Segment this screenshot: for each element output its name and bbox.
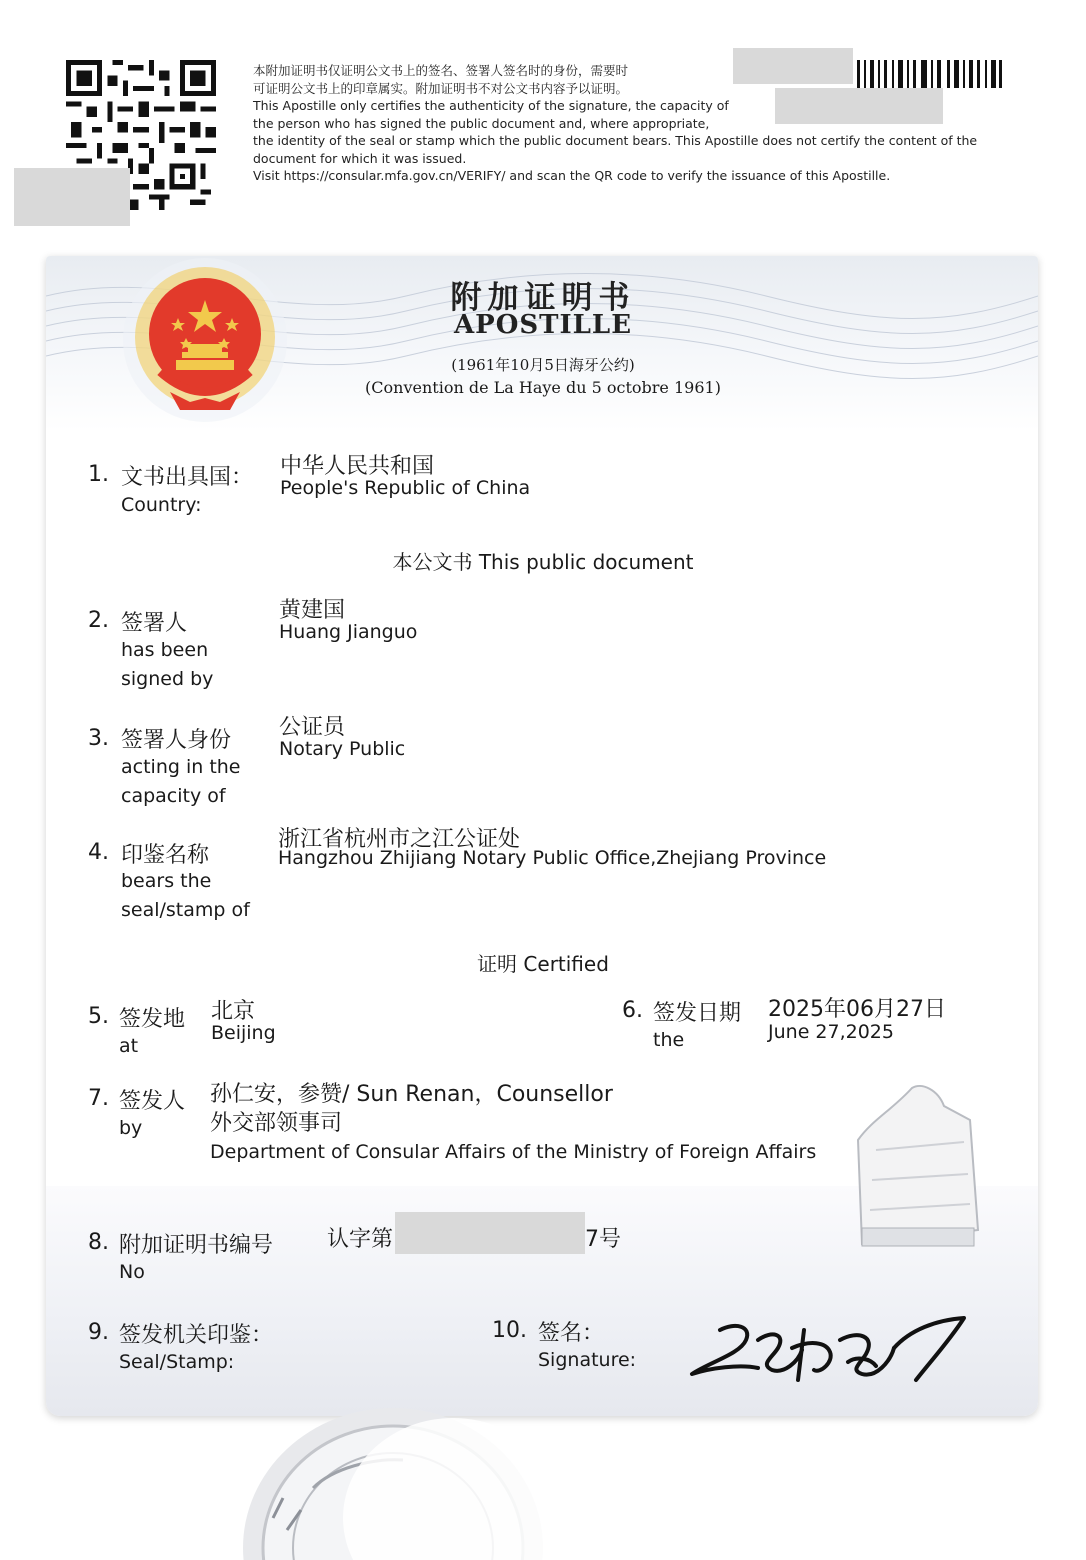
place-label-en: at xyxy=(119,1035,139,1057)
number-value-prefix: 认字第 xyxy=(327,1227,394,1252)
field-number: 8. xyxy=(88,1230,109,1255)
issuer-label-zh: 签发人 xyxy=(119,1089,186,1114)
issuer-value-dept-zh: 外交部领事司 xyxy=(210,1111,343,1136)
signature-label-en: Signature: xyxy=(538,1349,637,1371)
section-heading: 证明 Certified xyxy=(477,952,609,976)
seal-stamp-label-en: Seal/Stamp: xyxy=(119,1351,235,1373)
field-number: 4. xyxy=(88,840,109,865)
date-label-en: the xyxy=(653,1029,685,1051)
capacity-value-zh: 公证员 xyxy=(279,715,346,740)
place-label-zh: 签发地 xyxy=(119,1007,186,1032)
seal-stamp-label-zh: 签发机关印鉴： xyxy=(119,1323,274,1348)
barcode xyxy=(855,60,1005,88)
country-label-zh: 文书出具国： xyxy=(121,465,254,490)
seal-label-en: seal/stamp of xyxy=(121,899,250,921)
country-value-en: People's Republic of China xyxy=(280,477,531,499)
redacted-area xyxy=(775,88,943,124)
issuer-value-name: 孙仁安，参赞/ Sun Renan，Counsellor xyxy=(210,1082,613,1107)
notice-line: the identity of the seal or stamp which the public document bears. This Apostille does not certify the content of the xyxy=(253,133,978,148)
capacity-value-en: Notary Public xyxy=(279,738,406,760)
country-label-en: Country: xyxy=(121,494,202,516)
signer-value-zh: 黄建国 xyxy=(279,598,346,623)
issuer-value-dept-en: Department of Consular Affairs of the Ministry of Foreign Affairs xyxy=(210,1141,817,1163)
signer-value-en: Huang Jianguo xyxy=(279,621,418,643)
field-number: 5. xyxy=(88,1004,109,1029)
date-value-en: June 27,2025 xyxy=(768,1021,894,1043)
signer-label-zh: 签署人 xyxy=(121,611,188,636)
redacted-area xyxy=(733,48,853,84)
capacity-label-en: capacity of xyxy=(121,785,226,807)
number-label-en: No xyxy=(119,1261,145,1283)
field-number: 7. xyxy=(88,1086,109,1111)
number-label-zh: 附加证明书编号 xyxy=(119,1233,274,1258)
handwritten-signature xyxy=(680,1300,980,1400)
seal-value-zh: 浙江省杭州市之江公证处 xyxy=(278,827,521,852)
convention-chinese: (1961年10月5日海牙公约) xyxy=(451,356,635,374)
place-value-en: Beijing xyxy=(211,1022,276,1044)
signature-label-zh: 签名： xyxy=(538,1321,605,1346)
country-value-zh: 中华人民共和国 xyxy=(280,454,435,479)
title-english: APOSTILLE xyxy=(453,310,633,340)
redacted-area xyxy=(14,168,130,226)
field-number: 1. xyxy=(88,462,109,487)
date-value-zh: 2025年06月27日 xyxy=(768,997,946,1022)
seal-value-en: Hangzhou Zhijiang Notary Public Office,Zhejiang Province xyxy=(278,847,827,869)
title-chinese: 附加证明书 xyxy=(450,280,636,316)
notice-line: Visit https://consular.mfa.gov.cn/VERIFY/ and scan the QR code to verify the issuance of this Apostille. xyxy=(253,168,891,183)
convention-french: (Convention de La Haye du 5 octobre 1961) xyxy=(365,378,721,397)
notice-line: This Apostille only certifies the authenticity of the signature, the capacity of xyxy=(253,98,729,113)
field-number: 3. xyxy=(88,726,109,751)
signer-label-en: signed by xyxy=(121,668,214,690)
capacity-label-zh: 签署人身份 xyxy=(121,728,232,753)
notice-line: the person who has signed the public document and, where appropriate, xyxy=(253,115,710,131)
seal-label-zh: 印鉴名称 xyxy=(121,843,210,868)
redacted-area xyxy=(395,1212,585,1254)
signer-label-en: has been xyxy=(121,639,209,661)
notice-line: document for which it was issued. xyxy=(253,150,467,166)
section-heading: 本公文书 This public document xyxy=(392,550,694,574)
field-number: 2. xyxy=(88,608,109,633)
place-value-zh: 北京 xyxy=(211,999,256,1024)
notice-line: 可证明公文书上的印章属实。附加证明书不对公文书内容予以证明。 xyxy=(253,80,629,96)
notice-line: 本附加证明书仅证明公文书上的签名、签署人签名时的身份，需要时 xyxy=(253,63,629,78)
issuer-label-en: by xyxy=(119,1117,143,1139)
field-number: 9. xyxy=(88,1320,109,1345)
number-value-suffix: 7号 xyxy=(585,1227,621,1252)
seal-label-en: bears the xyxy=(121,870,212,892)
capacity-label-en: acting in the xyxy=(121,756,241,778)
field-number: 10. xyxy=(492,1318,527,1343)
embossed-stamp-icon xyxy=(852,1080,980,1252)
date-label-zh: 签发日期 xyxy=(653,1001,742,1026)
field-number: 6. xyxy=(622,998,643,1023)
embossed-seal-icon xyxy=(243,1398,563,1560)
